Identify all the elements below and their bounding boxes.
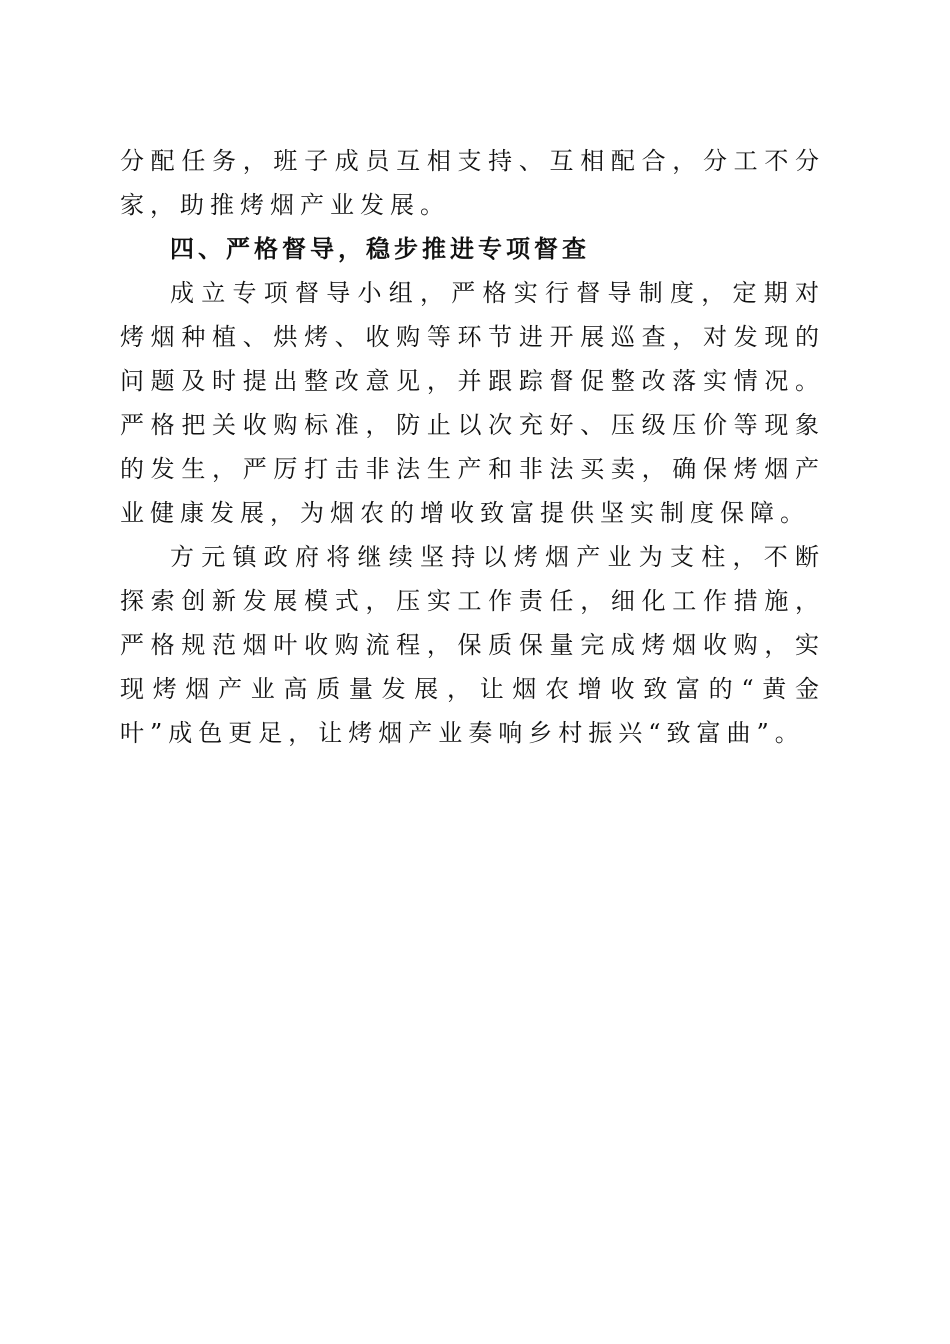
paragraph-continuation: 分配任务，班子成员互相支持、互相配合，分工不分家，助推烤烟产业发展。 — [120, 147, 825, 219]
paragraph-section-body: 成立专项督导小组，严格实行督导制度，定期对烤烟种植、烘烤、收购等环节进开展巡查，对发现的问题及时提出整改意见，并跟踪督促整改落实情况。严格把关收购标准，防止以次充好、压级压价等现象的发生，严厉打击非法生产和非法买卖，确保烤烟产业健康发展，为烟农的增收致富提供坚实制度保障。 — [120, 279, 825, 527]
paragraph-conclusion: 方元镇政府将继续坚持以烤烟产业为支柱，不断探索创新发展模式，压实工作责任，细化工作措施，严格规范烟叶收购流程，保质保量完成烤烟收购，实现烤烟产业高质量发展，让烟农增收致富的“黄金叶”成色更足，让烤烟产业奏响乡村振兴“致富曲”。 — [120, 543, 825, 747]
section-heading: 四、严格督导，稳步推进专项督查 — [170, 235, 590, 263]
document-body — [120, 139, 825, 755]
